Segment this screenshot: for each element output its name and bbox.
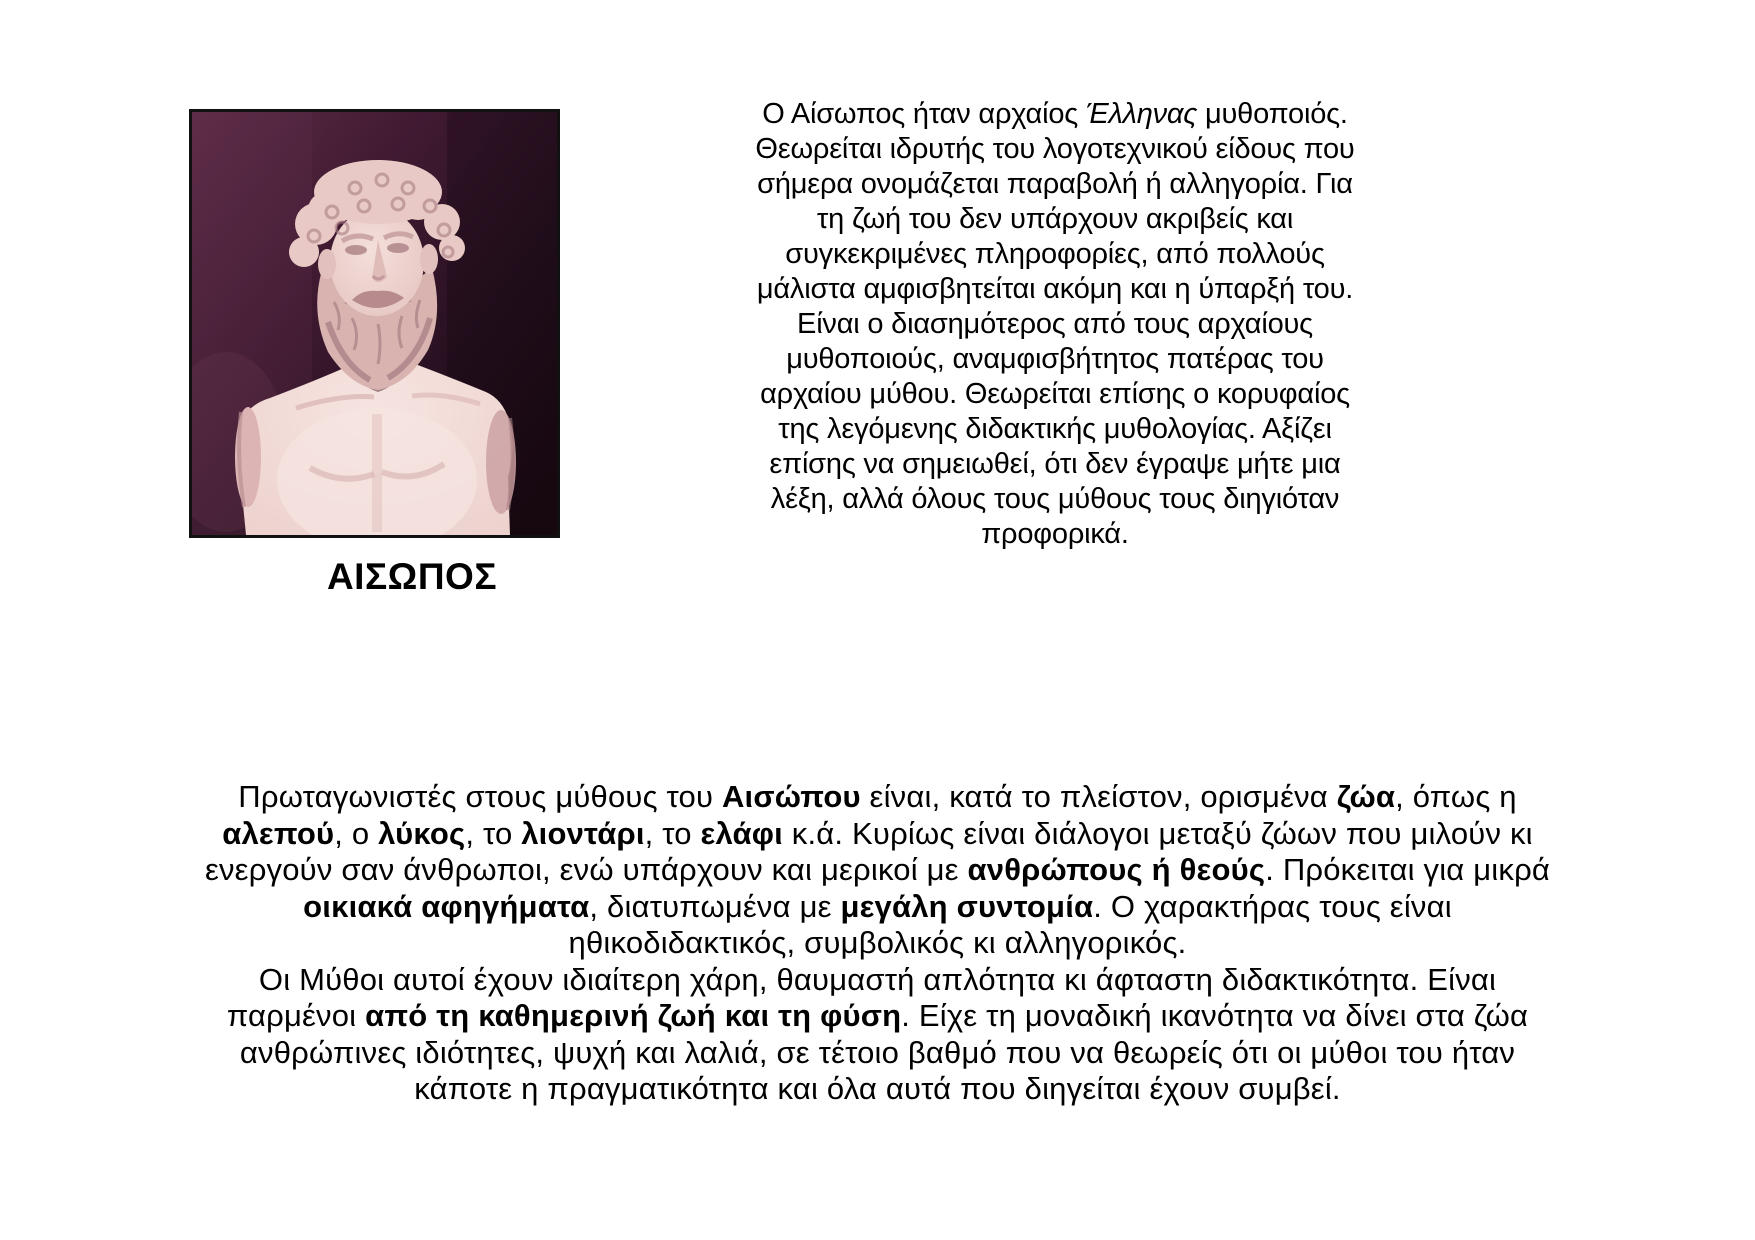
aesop-bust-photo	[189, 109, 560, 538]
aesop-bust-image	[192, 112, 557, 535]
figure-caption: ΑΙΣΩΠΟΣ	[326, 556, 498, 597]
intro-paragraph: Ο Αίσωπος ήταν αρχαίος Έλληνας μυθοποιός. Θεωρείται ιδρυτής του λογοτεχνικού είδους που σήμερα ονομάζεται παραβολή ή αλληγορία. Για τη ζωή του δεν υπάρχουν ακριβείς και συγκεκριμένες πληροφορίες, από πολλούς μάλιστα αμφισβητείται ακόμη και η ύπαρξή του. Είναι ο διασημότερος από τους αρχαίους μυθοποιούς, αναμφισβήτητος πατέρας του αρχαίου μύθου. Θεωρείται επίσης ο κορυφαίος της λεγόμενης διδακτικής μυθολογίας. Αξίζει επίσης να σημειωθεί, ότι δεν έγραψε μήτε μια λέξη, αλλά όλους τους μύθους τους διηγιόταν προφορικά.	[755, 98, 1355, 550]
main-paragraph: Πρωταγωνιστές στους μύθους του Αισώπου είναι, κατά το πλείστον, ορισμένα ζώα, όπως η αλεπού, ο λύκος, το λιοντάρι, το ελάφι κ.ά. Κυρίως είναι διάλογοι μεταξύ ζώων που μιλούν κι ενεργούν σαν άνθρωποι, ενώ υπάρχουν και μερικοί με ανθρώπους ή θεούς. Πρόκειται για μικρά οικιακά αφηγήματα, διατυπωμένα με μεγάλη συντομία. Ο χαρακτήρας τους είναι ηθικοδιδακτικός, συμβολικός κι αλληγορικός. Οι Μύθοι αυτοί έχουν ιδιαίτερη χάρη, θαυμαστή απλότητα κι άφταστη διδακτικότητα. Είναι παρμένοι από τη καθημερινή ζωή και τη φύση. Είχε τη μοναδική ικανότητα να δίνει στα ζώα ανθρώπινες ιδιότητες, ψυχή και λαλιά, σε τέτοιο βαθμό που να θεωρείς ότι οι μύθοι του ήταν κάποτε η πραγματικότητα και όλα αυτά που διηγείται έχουν συμβεί.	[204, 779, 1551, 1106]
